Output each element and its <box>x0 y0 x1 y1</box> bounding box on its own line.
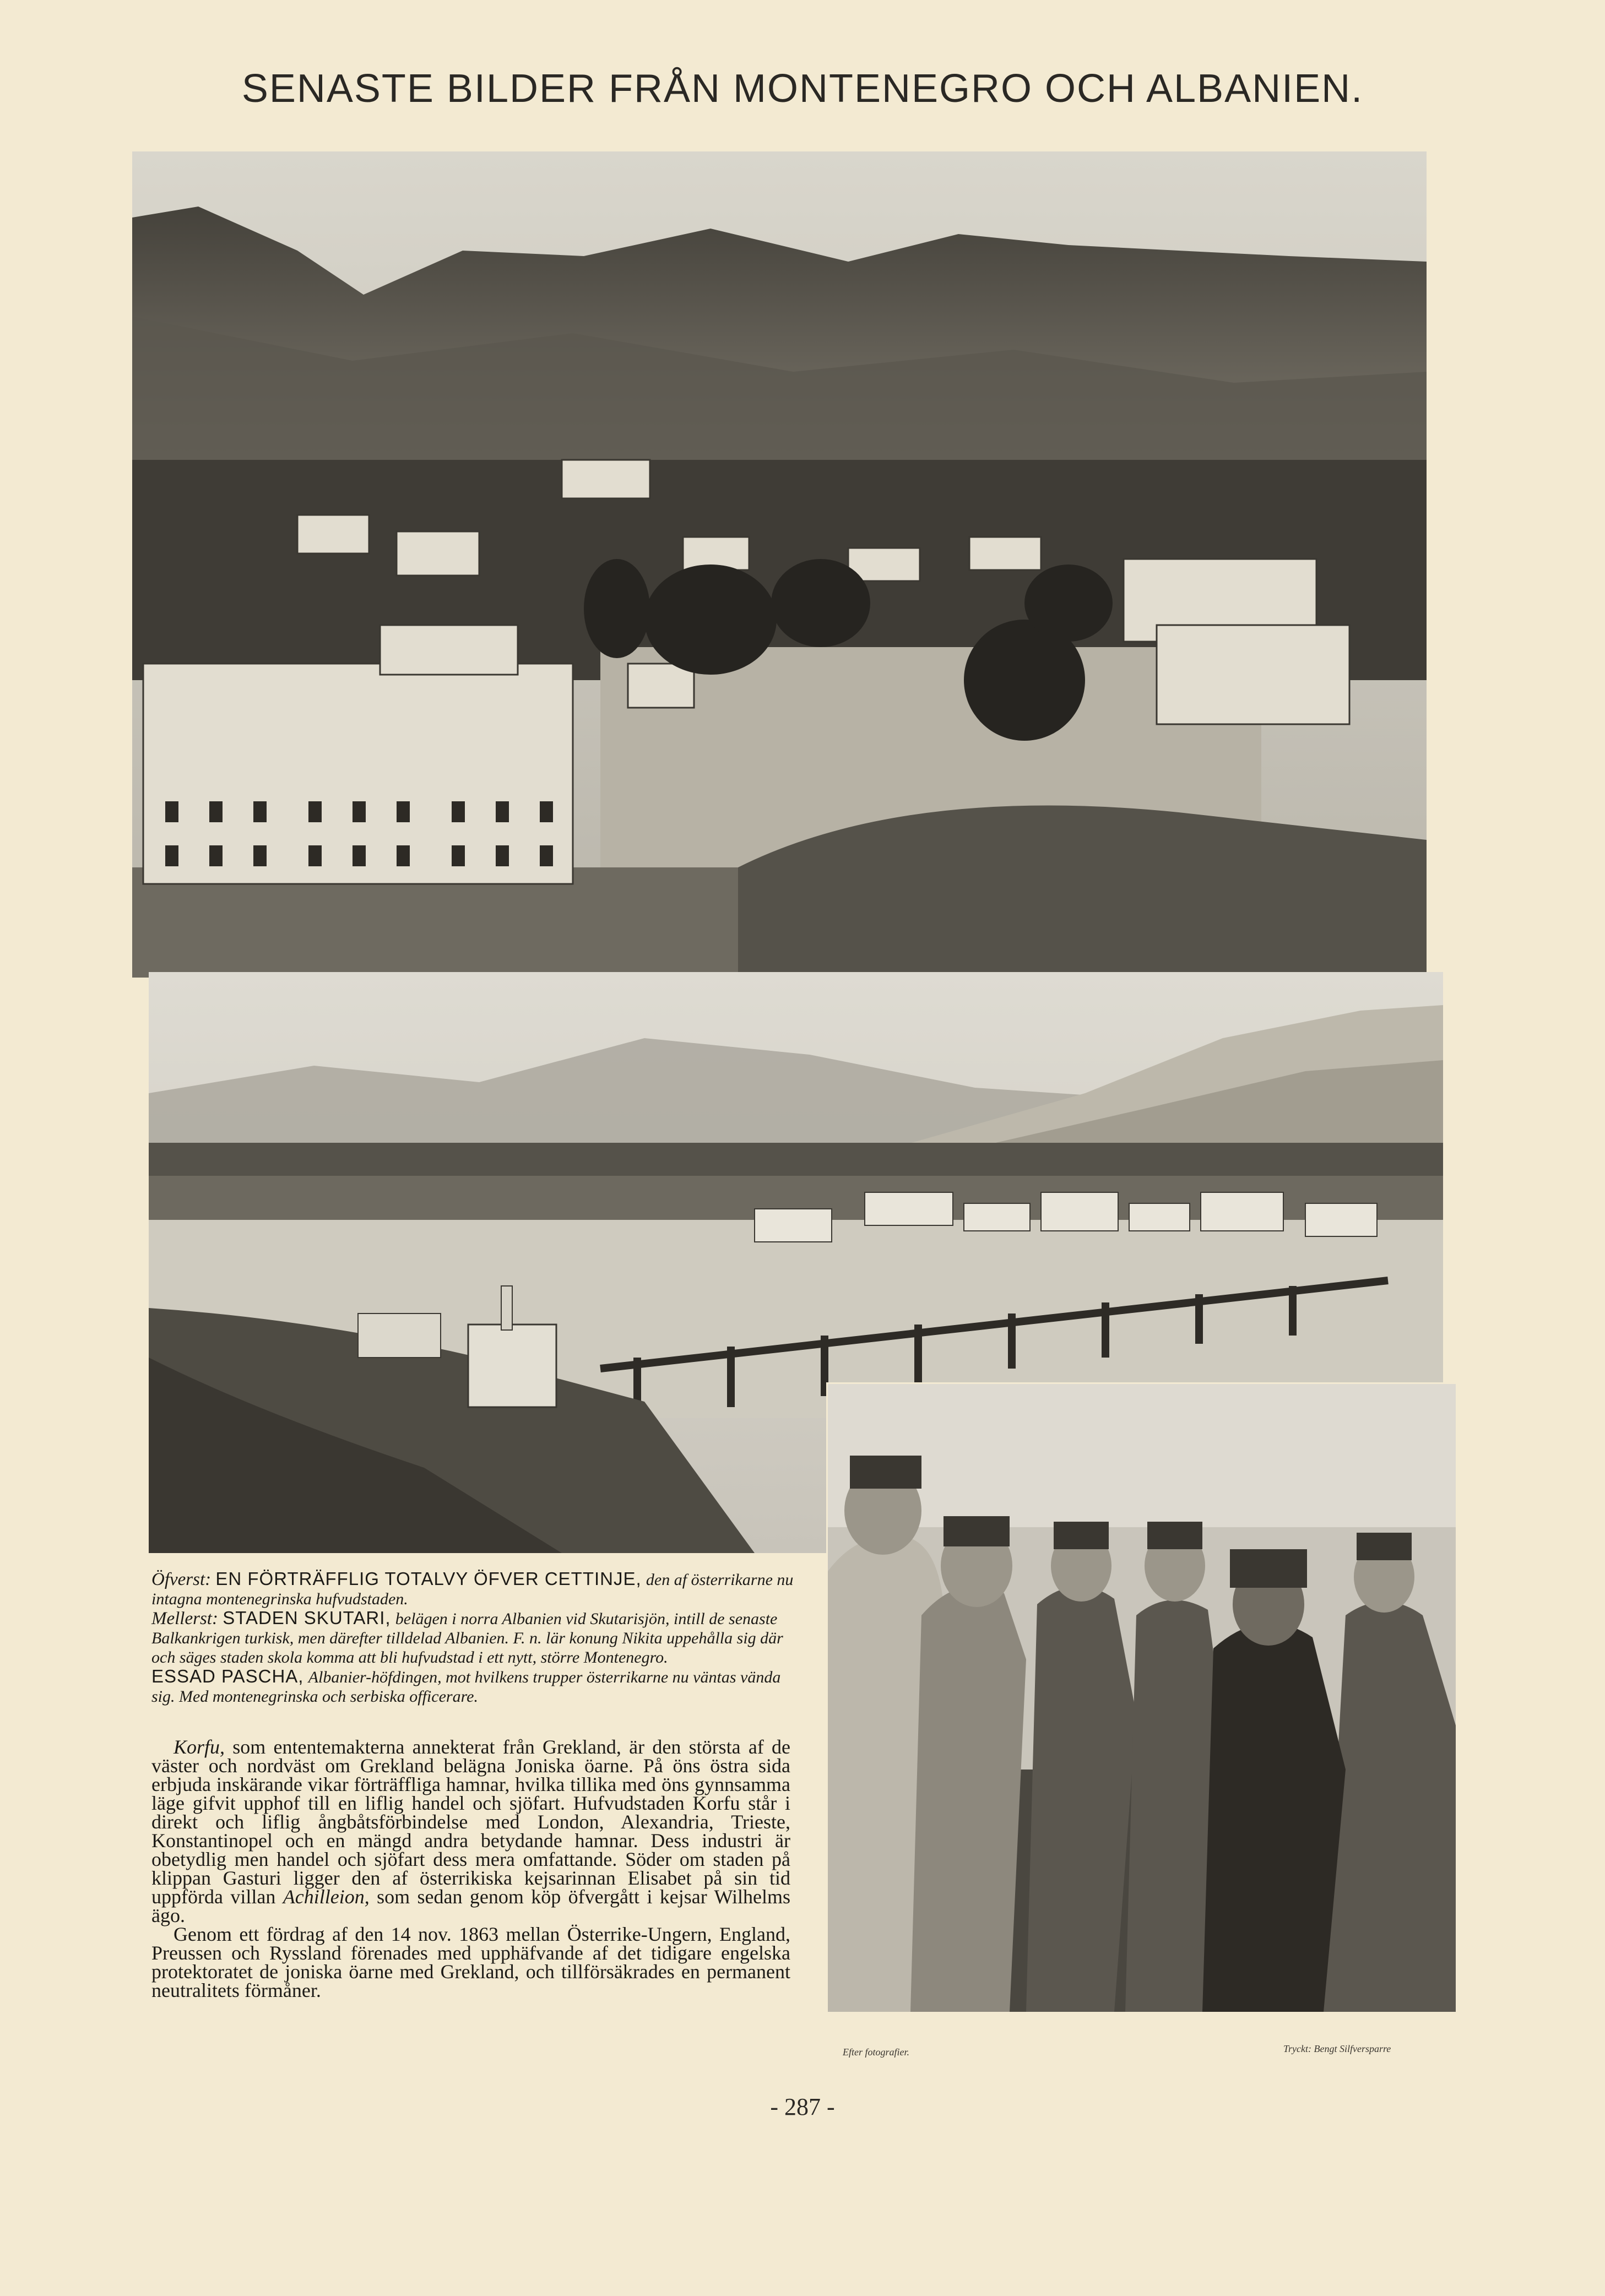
photo-essad-pascha <box>826 1382 1457 2013</box>
article-paragraph-2: Genom ett fördrag af den 14 nov. 1863 mellan Österrike-Ungern, England, Preussen och Ryssland förenades med upphäfvande af det tidigare engelska protektoratet de joniska öarne med Grekland, och tillförsäkrades en permanent neutralitets förmåner. <box>151 1923 790 2001</box>
caption-top-description: den af österrikarne nu intagna montenegrinska hufvudstaden. <box>151 1571 794 1608</box>
photo-credit: Efter fotografier. <box>843 2047 909 2058</box>
print-credit: Tryckt: Bengt Silfversparre <box>1283 2043 1391 2054</box>
article-body <box>151 1738 790 2000</box>
cettinje-illustration <box>132 151 1427 978</box>
caption-bottom-description: Albanier-höfdingen, mot hvilkens trupper österrikarne nu väntas vända sig. Med montenegrinska och serbiska officerare. <box>151 1668 781 1706</box>
caption-middle-label: Mellerst: <box>151 1609 218 1629</box>
page-title: SENASTE BILDER FRÅN MONTENEGRO OCH ALBANIEN. <box>241 67 1364 111</box>
caption-bottom <box>151 1667 799 1706</box>
achilleion-name: Achilleion, <box>283 1886 370 1908</box>
caption-top <box>151 1570 799 1609</box>
article-paragraph-1-end: som sedan genom köp öfvergått i kejsar Wilhelms ägo. <box>151 1886 791 1926</box>
caption-middle <box>151 1609 799 1667</box>
caption-bottom-heading: ESSAD PASCHA, <box>151 1666 304 1686</box>
article-paragraph-1 <box>151 1738 790 1925</box>
photo-captions <box>151 1570 799 1706</box>
article-lead-word: Korfu, <box>173 1736 225 1758</box>
caption-top-heading: EN FÖRTRÄFFLIG TOTALVY ÖFVER CETTINJE, <box>215 1568 642 1589</box>
caption-top-label: Öfverst: <box>151 1570 212 1589</box>
page-number: - 287 - <box>770 2093 835 2120</box>
article-paragraph-1-text: som ententemakterna annekterat från Grekland, är den största af de väster och nordväst om Grekland belägna Joniska öarne. På öns östra sida erbjuda inskärande vikar förträffliga hamnar, hvilka tillika med öns gynnsamma läge gifvit upphof till en liflig handel och sjöfart. Hufvudstaden Korfu står i direkt och liflig ångbåtsförbindelse med London, Alexandria, Trieste, Konstantinopel och en mängd andra betydande hamnar. Dess industri är obetydlig men handel och sjöfart dess mera omfattande. Söder om staden på klippan Gasturi ligger den af österrikiska kejsarinnan Elisabet på sin tid uppförda villan <box>151 1736 790 1908</box>
caption-middle-description: belägen i norra Albanien vid Skutarisjön, intill de senaste Balkankrigen turkisk, men därefter tilldelad Albanien. F. n. lär konung Nikita uppehålla sig där och säges staden skola komma att bli hufvudstad i ett nytt, större Montenegro. <box>151 1610 783 1667</box>
essad-pascha-illustration <box>828 1384 1456 2012</box>
photo-cettinje-panorama <box>132 151 1427 978</box>
caption-middle-heading: STADEN SKUTARI, <box>223 1608 391 1628</box>
